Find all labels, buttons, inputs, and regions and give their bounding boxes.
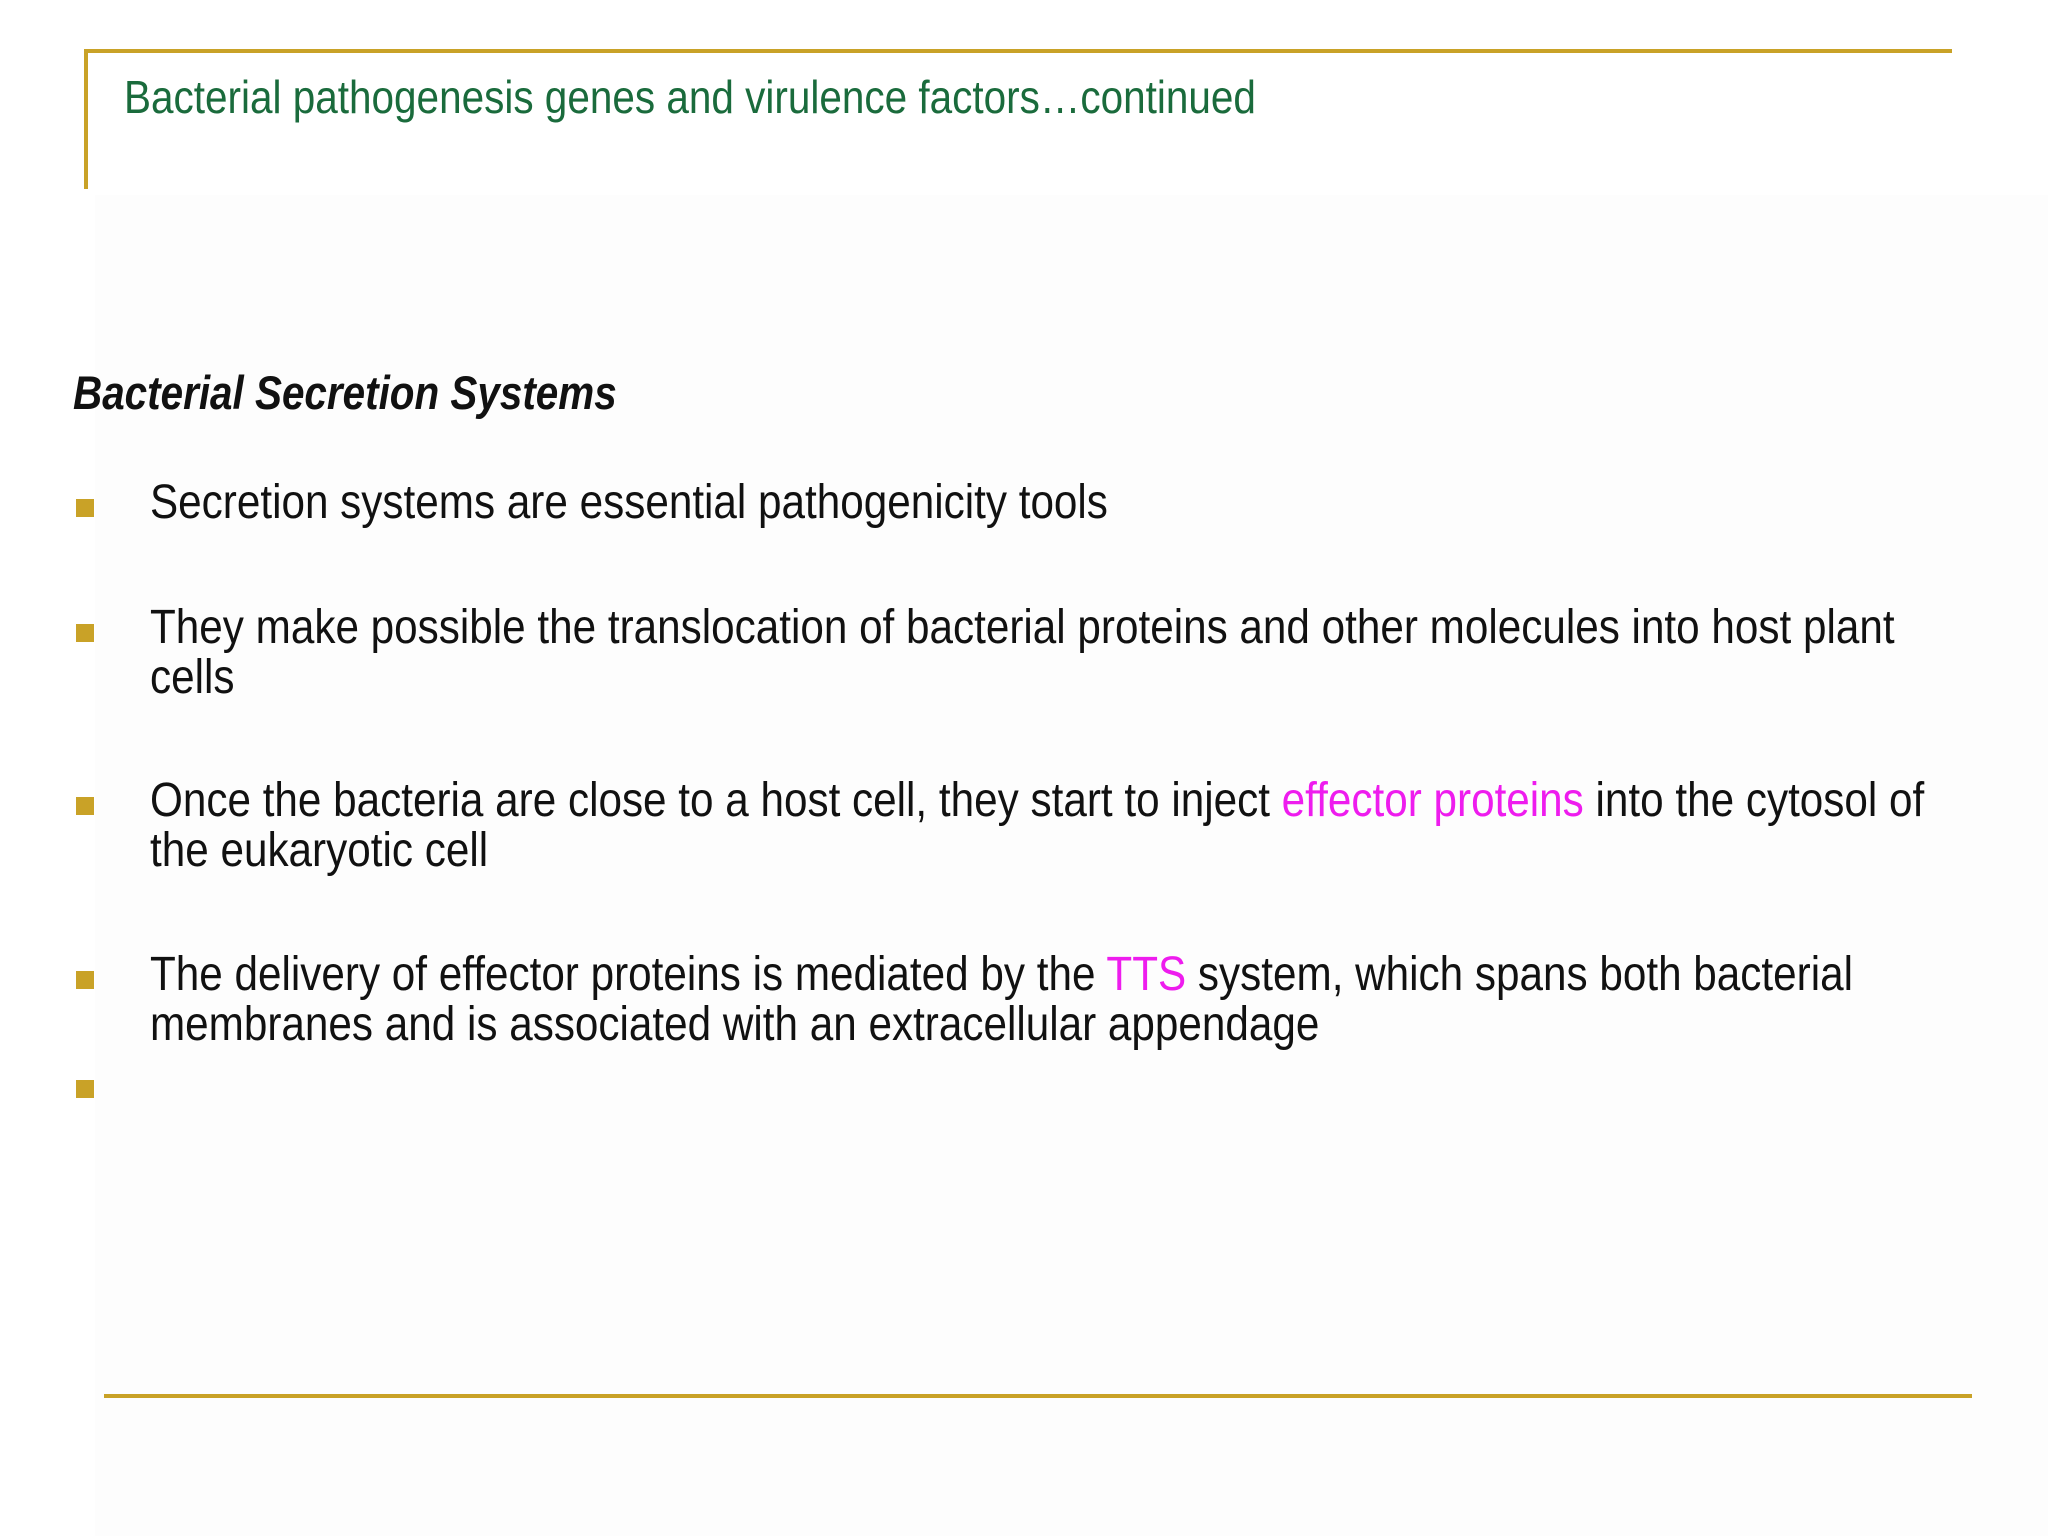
square-bullet-icon (76, 797, 94, 815)
bullet-text: Secretion systems are essential pathogenicity tools (150, 476, 1108, 529)
bullet-text-before: The delivery of effector proteins is mediated by the (150, 948, 1107, 1001)
footer-rule (104, 1394, 1972, 1398)
section-heading: Bacterial Secretion Systems (73, 366, 617, 419)
square-bullet-icon (76, 624, 94, 642)
square-bullet-icon (76, 971, 94, 989)
bullet-text-after: system, which spans both bacterial membranes and is associated with an extracellular appendage (150, 948, 1853, 1051)
square-bullet-icon (76, 1080, 94, 1098)
bullet-text (150, 950, 1972, 1050)
title-frame-top-rule (84, 49, 1952, 53)
bullet-text-before: Once the bacteria are close to a host cell, they start to inject (150, 774, 1282, 827)
bullet-text: They make possible the translocation of bacterial proteins and other molecules into host plant cells (150, 601, 1895, 704)
highlighted-term: effector proteins (1281, 774, 1584, 827)
square-bullet-icon (76, 499, 94, 517)
highlighted-term: TTS (1106, 948, 1187, 1001)
bullet-text-after: into the cytosol of the eukaryotic cell (150, 774, 1925, 877)
slide-title: Bacterial pathogenesis genes and virulence factors…continued (124, 71, 1256, 123)
title-frame-left-rule (84, 49, 88, 189)
bullet-text (150, 776, 1972, 876)
